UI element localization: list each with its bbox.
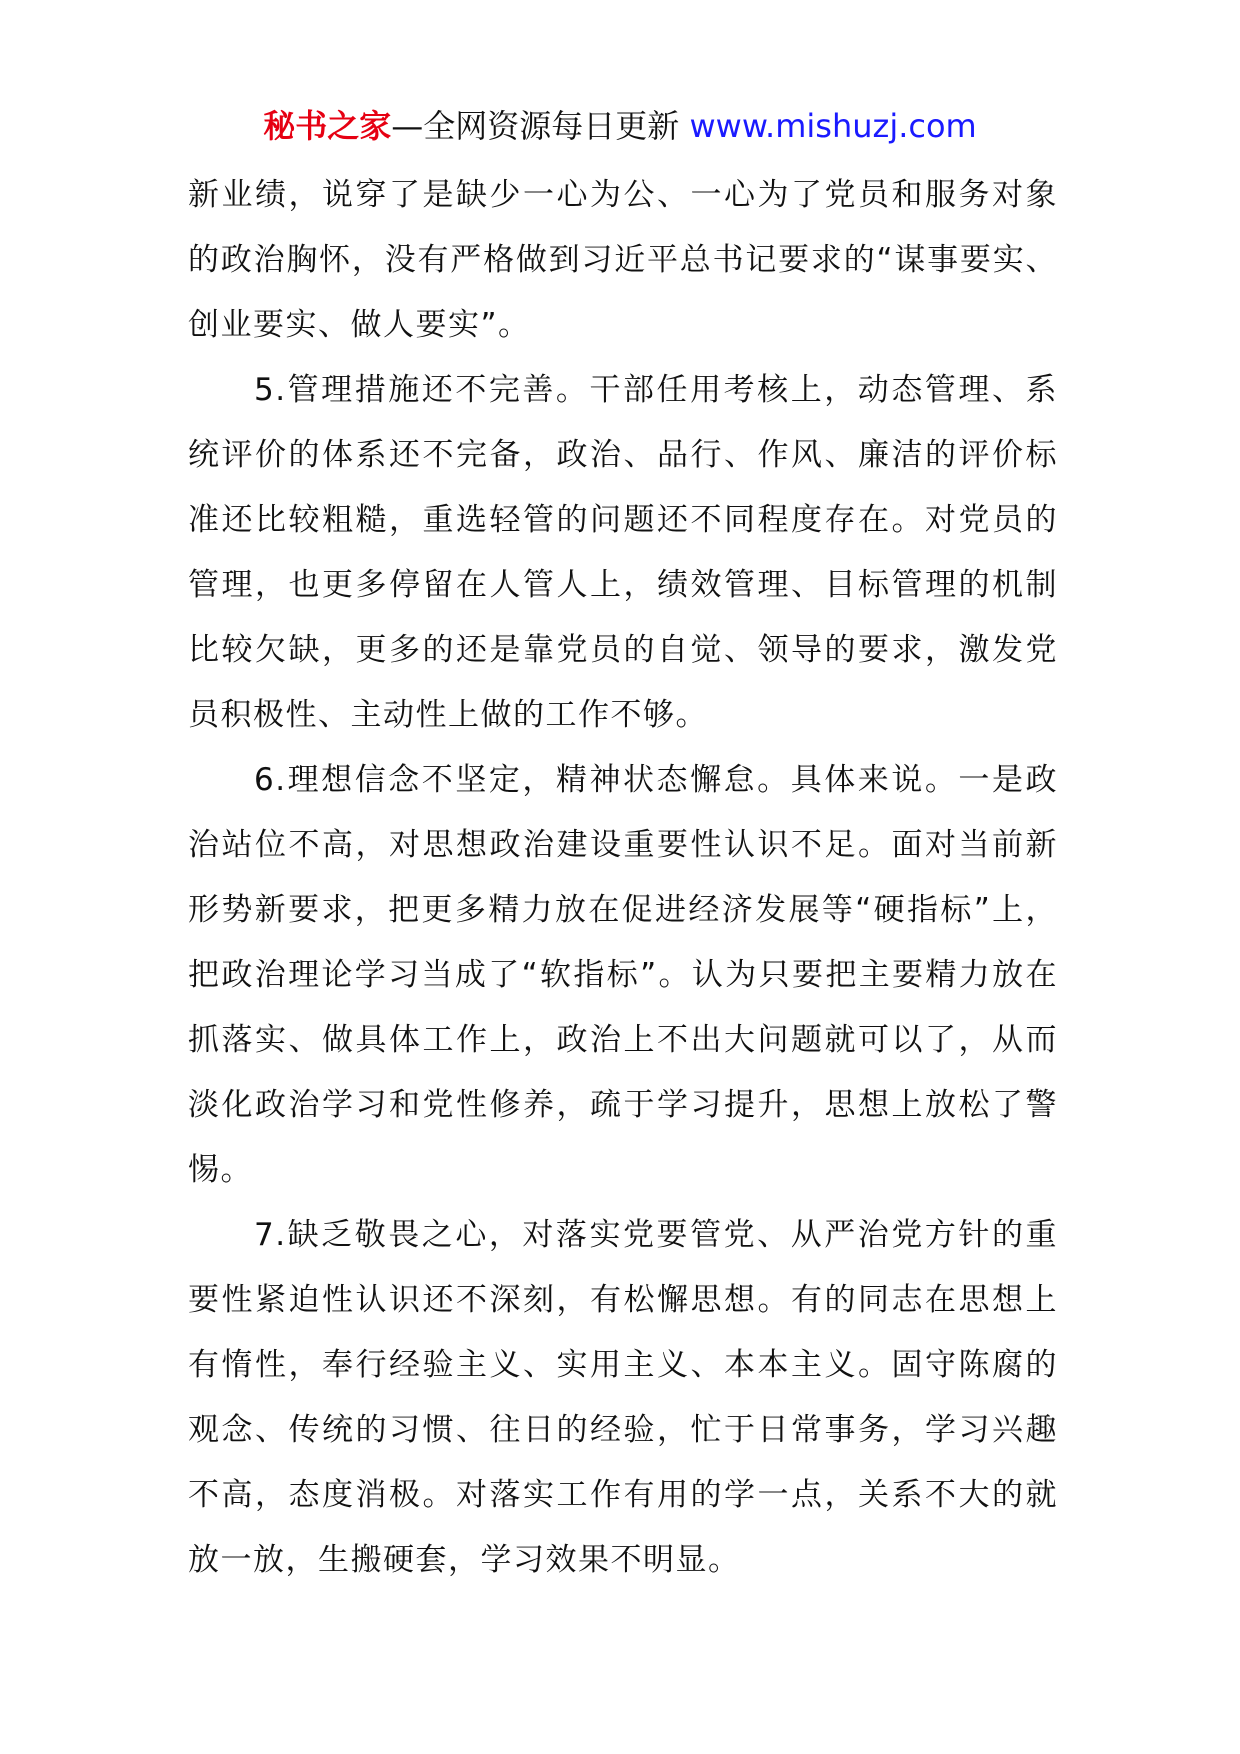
paragraph-item-7: 7.缺乏敬畏之心，对落实党要管党、从严治党方针的重要性紧迫性认识还不深刻，有松懈思想。有的同志在思想上有惰性，奉行经验主义、实用主义、本本主义。固守陈腐的观念、传统的习惯、往日的经验，忙于日常事务，学习兴趣不高，态度消极。对落实工作有用的学一点，关系不大的就放一放，生搬硬套，学习效果不明显。 [188, 1217, 1058, 1578]
site-slogan: —全网资源每日更新 [391, 107, 690, 145]
paragraph-continued: 新业绩，说穿了是缺少一心为公、一心为了党员和服务对象的政治胸怀，没有严格做到习近平总书记要求的“谋事要实、创业要实、做人要实”。 [188, 177, 1058, 343]
paragraph-item-5: 5.管理措施还不完善。干部任用考核上，动态管理、系统评价的体系还不完备，政治、品行、作风、廉洁的评价标准还比较粗糙，重选轻管的问题还不同程度存在。对党员的管理，也更多停留在人管人上，绩效管理、目标管理的机制比较欠缺，更多的还是靠党员的自觉、领导的要求，激发党员积极性、主动性上做的工作不够。 [188, 372, 1058, 733]
site-url-link[interactable]: www.mishuzj.com [689, 107, 977, 145]
document-body [188, 163, 1058, 1593]
site-header [0, 104, 1240, 148]
site-brand: 秘书之家 [263, 107, 392, 145]
paragraph-item-6: 6.理想信念不坚定，精神状态懈怠。具体来说。一是政治站位不高，对思想政治建设重要性认识不足。面对当前新形势新要求，把更多精力放在促进经济发展等“硬指标”上，把政治理论学习当成了“软指标”。认为只要把主要精力放在抓落实、做具体工作上，政治上不出大问题就可以了，从而淡化政治学习和党性修养，疏于学习提升，思想上放松了警惕。 [188, 762, 1058, 1188]
